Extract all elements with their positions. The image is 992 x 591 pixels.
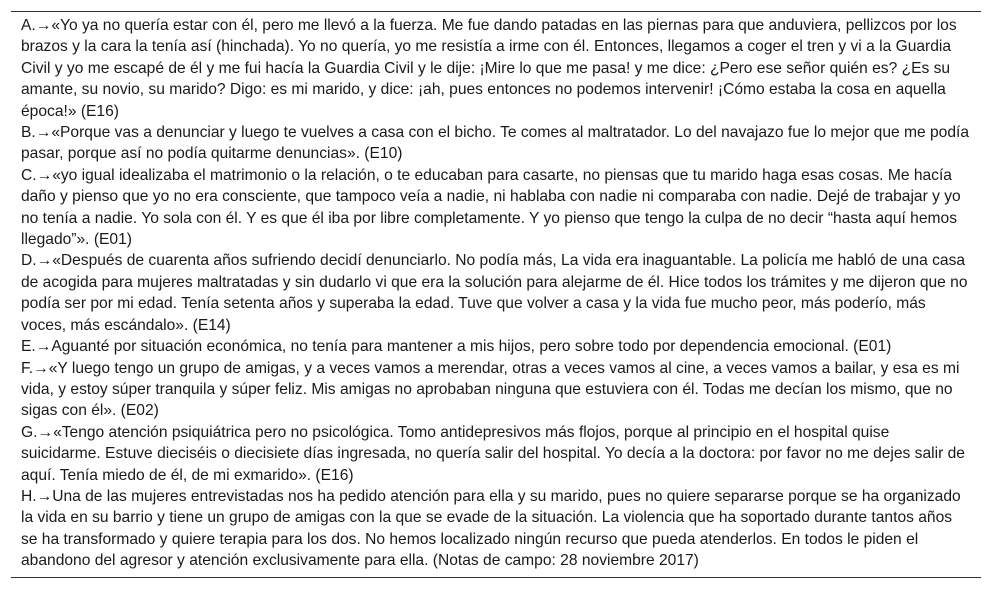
entry-letter: A. [21, 17, 36, 34]
entry-letter: F. [21, 359, 34, 377]
arrow-icon: → [37, 423, 54, 441]
quotes-table [11, 11, 981, 578]
entry-letter: E. [21, 338, 36, 356]
entry-g [21, 422, 971, 486]
entry-e [21, 336, 971, 357]
entry-text: «Y luego tengo un grupo de amigas, y a veces vamos a merendar, otras a veces vamos al cine, a veces vamos a bailar, y esa es mi vida, y estoy súper tranquila y súper feliz. Mis amigas no aprobaban ninguna que estuviera con él. Todas me decían los mismo, que no sigas con él». (E02) [21, 359, 960, 420]
arrow-icon: → [35, 124, 52, 142]
entry-letter: H. [21, 487, 37, 505]
arrow-icon: → [35, 17, 52, 34]
entry-letter: G. [21, 423, 38, 441]
entry-letter: B. [21, 124, 36, 142]
entry-c [21, 165, 971, 251]
entry-a [21, 15, 971, 122]
entry-d [21, 250, 971, 336]
arrow-icon: → [36, 487, 53, 505]
entry-text: Una de las mujeres entrevistadas nos ha pedido atención para ella y su marido, pues no quiere separarse porque se ha organizado la vida en su barrio y tiene un grupo de amigas con la que se evade de la situación. La violencia que ha soportado durante tantos años se ha transformado y quiere terapia para los dos. No hemos localizado ningún recurso que pueda atenderlos. En todos le piden el abandono del agresor y atención exclusivamente para ella. (Notas de campo: 28 noviembre 2017) [21, 487, 961, 570]
arrow-icon: → [36, 252, 53, 270]
entry-b [21, 122, 971, 165]
entry-letter: C. [21, 166, 37, 184]
entry-text: «yo igual idealizaba el matrimonio o la relación, o te educaban para casarte, no piensas que tu marido haga esas cosas. Me hacía daño y pienso que yo no era consciente, que tampoco veía a nadie, ni hablaba con nadie ni comparaba con nadie. Dejé de trabajar y yo no tenía a nadie. Yo sola con él. Y es que él iba por libre completamente. Y yo pienso que tengo la culpa de no decir “hasta aquí hemos llegado”». (E01) [21, 166, 961, 249]
arrow-icon: → [35, 338, 52, 356]
entry-text: Aguanté por situación económica, no tenía para mantener a mis hijos, pero sobre todo por dependencia emocional. (E01) [51, 338, 892, 356]
entry-text: «Tengo atención psiquiátrica pero no psicológica. Tomo antidepresivos más flojos, porque al principio en el hospital quise suicidarme. Estuve dieciséis o diecisiete días ingresada, no quería salir del hospital. Yo decía a la doctora: por favor no me dejes salir de aquí. Tenía miedo de él, de mi exmarido». (E16) [21, 423, 965, 484]
entry-text: «Porque vas a denunciar y luego te vuelves a casa con el bicho. Te comes al maltratador. Lo del navajazo fue lo mejor que me podía pasar, porque así no podía quitarme denuncias». (E10) [21, 124, 970, 163]
entry-letter: D. [21, 252, 37, 270]
entry-text: «Después de cuarenta años sufriendo decidí denunciarlo. No podía más, La vida era inaguantable. La policía me habló de una casa de acogida para mujeres maltratadas y sin dudarlo vi que era la solución para alejarme de él. Hice todos los trámites y me dijeron que no podía ser por mi edad. Tenía setenta años y superaba la edad. Tuve que volver a casa y la vida fue mucho peor, más poderío, más voces, más escándalo». (E14) [21, 252, 968, 334]
arrow-icon: → [33, 359, 49, 377]
entry-f [21, 358, 971, 422]
arrow-icon: → [36, 166, 53, 184]
entry-text: «Yo ya no quería estar con él, pero me llevó a la fuerza. Me fue dando patadas en las piernas para que anduviera, pellizcos por los brazos y la cara la tenía así (hinchada). Yo no quería, yo me resistía a irme con él. Entonces, llegamos a coger el tren y vi a la Guardia Civil y yo me escapé de él y me fui hacía la Guardia Civil y le dije: ¡Mire lo que me pasa! y me dice: ¿Pero ese señor quién es? ¿Es su amante, su novio, su marido? Digo: es mi marido, y dice: ¡ah, pues entonces no podemos intervenir! ¡Cómo estaba la cosa en aquella época!» (E16) [21, 17, 957, 120]
entry-h [21, 486, 971, 572]
